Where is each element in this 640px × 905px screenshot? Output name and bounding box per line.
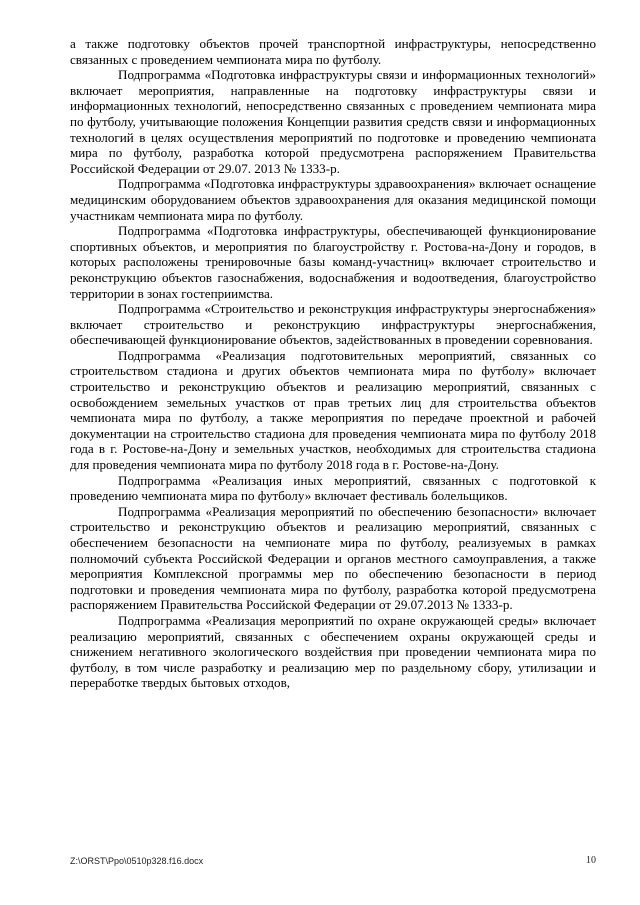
- paragraph-other-measures: Подпрограмма «Реализация иных мероприятий, связанных с подготовкой к проведению чемпионата мира по футболу» включает фестиваль болельщиков.: [70, 472, 596, 504]
- paragraph-communications: Подпрограмма «Подготовка инфраструктуры связи и информационных технологий» включает мероприятия, направленные на подготовку инфраструктуры связи и информационных технологий, непосредственно связанных с проведением чемпионата мира по футболу, учитывающие положения Концепции развития средств связи и информационных технологий в целях осуществления мероприятий по подготовке и проведению чемпионата мира по футболу, разработка которой предусмотрена распоряжением Правительства Российской Федерации от 29.07. 2013 № 1333-р.: [70, 67, 596, 176]
- paragraph-preparatory-measures: Подпрограмма «Реализация подготовительных мероприятий, связанных со строительством стадиона и других объектов чемпионата мира по футболу» включает строительство и реконструкцию объектов и реализацию мероприятий, связанных с освобождением земельных участков от прав третьих лиц для строительства объектов чемпионата мира по футболу, а также мероприятия по передаче проектной и рабочей документации на строительство стадиона для проведения чемпионата мира по футболу 2018 года в г. Ростове-на-Дону и земельных участков, необходимых для строительства стадиона для проведения чемпионата мира по футболу 2018 года в г. Ростове-на-Дону.: [70, 347, 596, 473]
- paragraph-energy: Подпрограмма «Строительство и реконструкция инфраструктуры энергоснабжения» включает строительство и реконструкцию инфраструктуры энергоснабжения, обеспечивающей функционирование объектов, задействованных в проведении соревнования.: [70, 301, 596, 348]
- paragraph-healthcare: Подпрограмма «Подготовка инфраструктуры здравоохранения» включает оснащение медицинским оборудованием объектов здравоохранения для оказания медицинской помощи участникам чемпионата мира по футболу.: [70, 176, 596, 223]
- footer-file-path: Z:\ORST\Ppo\0510p328.f16.docx: [70, 856, 204, 866]
- page-number: 10: [586, 855, 596, 866]
- document-body: [70, 36, 596, 691]
- paragraph-transport-continuation: а также подготовку объектов прочей транспортной инфраструктуры, непосредственно связанных с проведением чемпионата мира по футболу.: [70, 36, 596, 67]
- paragraph-sports-infrastructure: Подпрограмма «Подготовка инфраструктуры, обеспечивающей функционирование спортивных объектов, и мероприятия по благоустройству г. Ростова-на-Дону и городов, в которых расположены тренировочные базы команд-участниц» включает строительство и реконструкцию объектов газоснабжения, водоснабжения и водоотведения, благоустройство территории в зонах гостеприимства.: [70, 223, 596, 301]
- paragraph-security: Подпрограмма «Реализация мероприятий по обеспечению безопасности» включает строительство и реконструкцию объектов и реализацию мероприятий, связанных с обеспечением безопасности на чемпионате мира по футболу, реализуемых в рамках полномочий субъекта Российской Федерации и органов местного самоуправления, а также мероприятия Комплексной программы мер по обеспечению безопасности в период подготовки и проведения чемпионата мира по футболу, разработка которой предусмотрена распоряжением Правительства Российской Федерации от 29.07.2013 № 1333-р.: [70, 503, 596, 613]
- paragraph-environment: Подпрограмма «Реализация мероприятий по охране окружающей среды» включает реализацию мероприятий, связанных с обеспечением охраны окружающей среды и снижением негативного экологического воздействия при проведении чемпионата мира по футболу, в том числе разработку и реализацию мер по раздельному сбору, утилизации и переработке твердых бытовых отходов,: [70, 612, 596, 691]
